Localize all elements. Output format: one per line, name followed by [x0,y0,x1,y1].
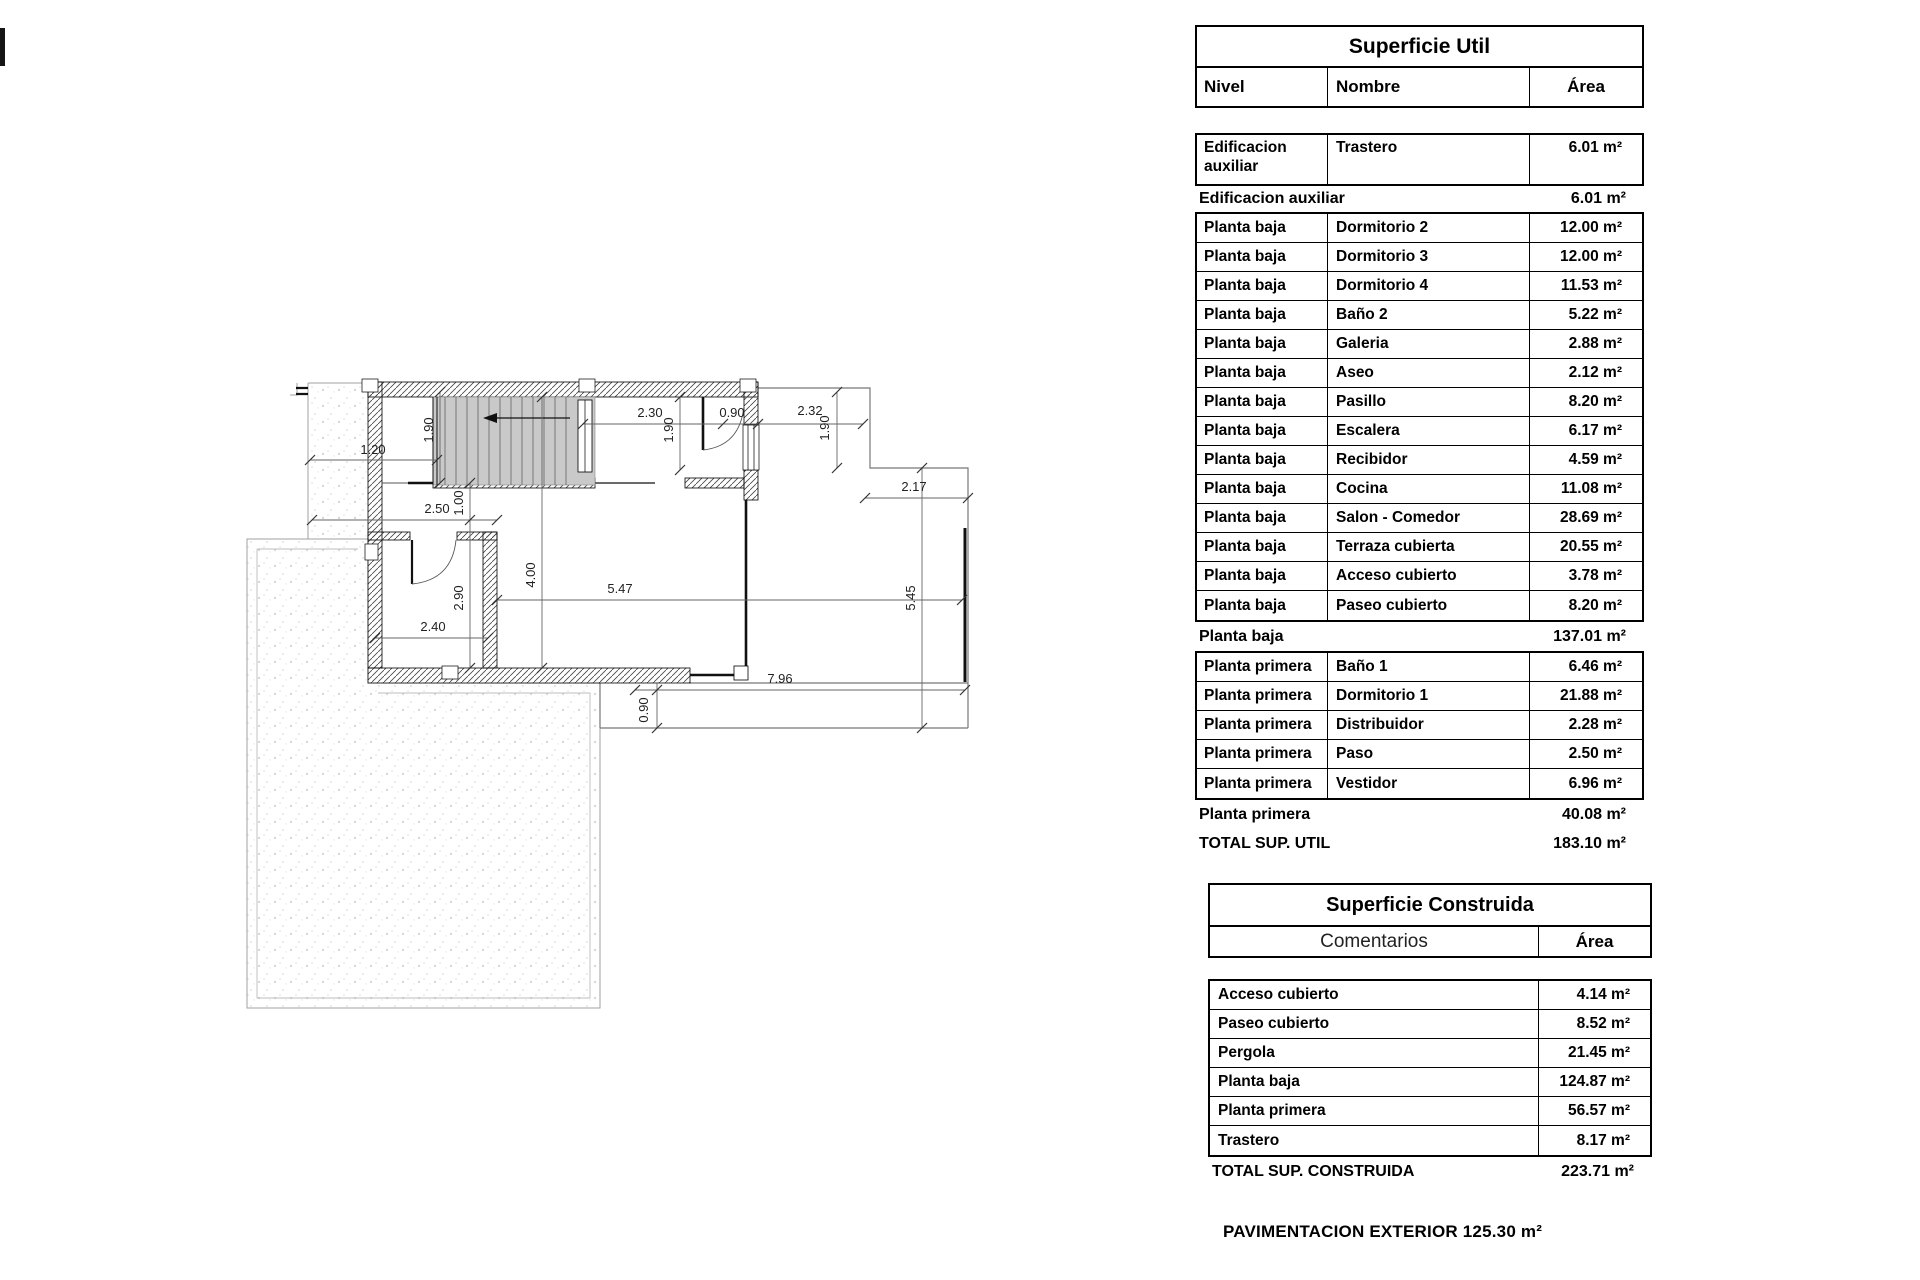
table-row [1197,740,1642,769]
table-cell: 6.17 m² [1568,422,1622,439]
table-cell: 6.46 m² [1568,658,1622,675]
table-cell: Planta primera [1197,769,1328,798]
total-label: TOTAL SUP. CONSTRUIDA [1212,1163,1415,1180]
table-cell: Planta baja [1197,330,1328,358]
table-cell: Planta primera [1210,1097,1539,1125]
table-row [1197,214,1642,243]
table-row [1197,446,1642,475]
dimension-label: 2.90 [451,585,466,611]
table-cell: 2.88 m² [1568,335,1622,352]
superficie-construida-title: Superficie Construida [1208,883,1652,927]
table-cell: 12.00 m² [1559,248,1622,265]
table-cell: Planta baja [1197,591,1328,620]
summary-value: 6.01 m² [1570,190,1626,207]
summary-value: 137.01 m² [1553,627,1626,645]
table-row [1197,533,1642,562]
total-label: TOTAL SUP. UTIL [1199,835,1331,852]
table-cell: 12.00 m² [1559,219,1622,236]
table-row [1197,135,1642,184]
table-row [1210,1126,1650,1155]
table-cell: Aseo [1328,359,1530,387]
table-cell: Planta primera [1197,711,1328,739]
dimension-label: 5.47 [607,581,633,596]
table-cell: Paseo cubierto [1328,591,1530,620]
table-row [1197,504,1642,533]
table-row [1197,301,1642,330]
table-cell: 11.08 m² [1560,480,1622,497]
table-row [1197,769,1642,798]
header-comentarios: Comentarios [1210,927,1539,956]
superficie-util-title: Superficie Util [1195,25,1644,68]
dimension-label: 4.00 [523,562,538,588]
table-row [1197,682,1642,711]
table-row [1210,981,1650,1010]
header-area: Área [1567,77,1605,96]
table-cell: 56.57 m² [1567,1102,1630,1119]
dimension-label: 2.50 [424,501,450,516]
summary-label: Planta baja [1199,627,1284,645]
table-cell: 8.20 m² [1568,393,1622,410]
table-cell: Planta baja [1197,359,1328,387]
table-block [1195,133,1644,186]
table-row [1197,591,1642,620]
dimension-label: 0.90 [719,405,745,420]
dimension-label: 1.20 [360,442,386,457]
table-cell: 124.87 m² [1559,1073,1630,1090]
table-row [1197,388,1642,417]
dimension-label: 2.30 [637,405,663,420]
table-cell: Paseo cubierto [1210,1010,1539,1038]
table-cell: Recibidor [1328,446,1530,474]
table-row [1210,1097,1650,1126]
table-cell: 20.55 m² [1559,538,1622,555]
table-cell: 11.53 m² [1560,277,1622,294]
dimension-label: 1.90 [421,417,436,443]
dimension-label: 5.45 [903,585,918,611]
dimension-label: 1.90 [817,415,832,441]
table-cell: Planta baja [1210,1068,1539,1096]
table-cell: Escalera [1328,417,1530,445]
dimension-label: 2.17 [901,479,927,494]
dimension-label: 1.00 [451,490,466,516]
table-row [1197,562,1642,591]
table-cell: Planta baja [1197,562,1328,590]
table-cell: Planta baja [1197,504,1328,532]
table-cell: 2.12 m² [1568,364,1622,381]
scan-artifact [0,28,5,66]
table-cell: Galeria [1328,330,1530,358]
table-cell: 5.22 m² [1568,306,1622,323]
dimension-label: 1.90 [661,417,676,443]
floor-plan [240,370,980,1020]
table-cell: Trastero [1328,135,1530,184]
table-cell: Planta baja [1197,446,1328,474]
superficie-construida-table [1208,883,1652,1187]
table-block [1208,979,1652,1157]
total-value: 183.10 m² [1553,835,1626,852]
table-cell: Planta primera [1197,682,1328,710]
dimension-label: 0.90 [636,697,651,723]
superficie-util-header [1195,68,1644,108]
table-cell: 3.78 m² [1568,567,1622,584]
table-cell: Planta primera [1197,740,1328,768]
table-cell: Planta baja [1197,533,1328,561]
superficie-construida-header [1208,927,1652,958]
table-cell: 6.01 m² [1568,139,1622,156]
table-cell: Dormitorio 1 [1328,682,1530,710]
table-cell: Acceso cubierto [1328,562,1530,590]
summary-row [1195,622,1644,651]
table-block [1195,212,1644,622]
table-cell: Cocina [1328,475,1530,503]
table-cell: Pergola [1210,1039,1539,1067]
table-cell: 21.45 m² [1567,1044,1630,1061]
table-row [1197,417,1642,446]
table-cell: Dormitorio 4 [1328,272,1530,300]
pavimentacion-note: PAVIMENTACION EXTERIOR 125.30 m² [1223,1222,1543,1241]
table-cell: Dormitorio 2 [1328,214,1530,242]
stair [433,397,595,485]
table-cell: Terraza cubierta [1328,533,1530,561]
table-cell: 4.59 m² [1568,451,1622,468]
table-row [1197,272,1642,301]
summary-row [1195,800,1644,829]
dimension-label: 2.40 [420,619,446,634]
table-cell: Paso [1328,740,1530,768]
dimension-label: 2.32 [797,403,823,418]
table-cell: Planta baja [1197,388,1328,416]
table-row [1197,243,1642,272]
table-cell: Planta baja [1197,214,1328,242]
table-cell: Planta baja [1197,475,1328,503]
superficie-util-table [1195,25,1644,859]
total-row [1195,829,1644,859]
table-row [1197,359,1642,388]
table-cell: Planta baja [1197,243,1328,271]
table-row [1197,711,1642,740]
table-row [1197,653,1642,682]
dimension-label: 7.96 [767,671,793,686]
table-cell: Dormitorio 3 [1328,243,1530,271]
table-cell: Pasillo [1328,388,1530,416]
total-value: 223.71 m² [1561,1163,1634,1180]
table-block [1195,651,1644,800]
table-cell: Planta primera [1197,653,1328,681]
table-cell: Acceso cubierto [1210,981,1539,1009]
table-cell: Salon - Comedor [1328,504,1530,532]
table-cell: 21.88 m² [1559,687,1622,704]
header-nivel: Nivel [1197,68,1328,106]
table-cell: 8.20 m² [1568,596,1622,614]
table-row [1210,1068,1650,1097]
table-cell: Planta baja [1197,272,1328,300]
header-nombre: Nombre [1328,68,1530,106]
summary-label: Edificacion auxiliar [1199,190,1345,207]
summary-label: Planta primera [1199,805,1311,823]
summary-row [1195,186,1644,212]
header-area: Área [1575,931,1614,951]
table-row [1210,1039,1650,1068]
table-cell: 2.28 m² [1568,716,1622,733]
table-row [1197,475,1642,504]
summary-value: 40.08 m² [1561,805,1626,823]
table-cell: Planta baja [1197,417,1328,445]
table-cell: 8.17 m² [1576,1131,1630,1149]
table-row [1197,330,1642,359]
table-row [1210,1010,1650,1039]
total-row [1208,1157,1652,1187]
table-cell: 8.52 m² [1576,1015,1630,1032]
table-cell: Baño 2 [1328,301,1530,329]
table-cell: 4.14 m² [1576,986,1630,1003]
table-cell: Baño 1 [1328,653,1530,681]
table-cell: 2.50 m² [1568,745,1622,762]
table-cell: Trastero [1210,1126,1539,1155]
table-cell: 6.96 m² [1568,774,1622,792]
table-cell: 28.69 m² [1559,509,1622,526]
table-cell: Distribuidor [1328,711,1530,739]
table-cell: Edificacion auxiliar [1197,135,1328,184]
table-cell: Vestidor [1328,769,1530,798]
table-cell: Planta baja [1197,301,1328,329]
